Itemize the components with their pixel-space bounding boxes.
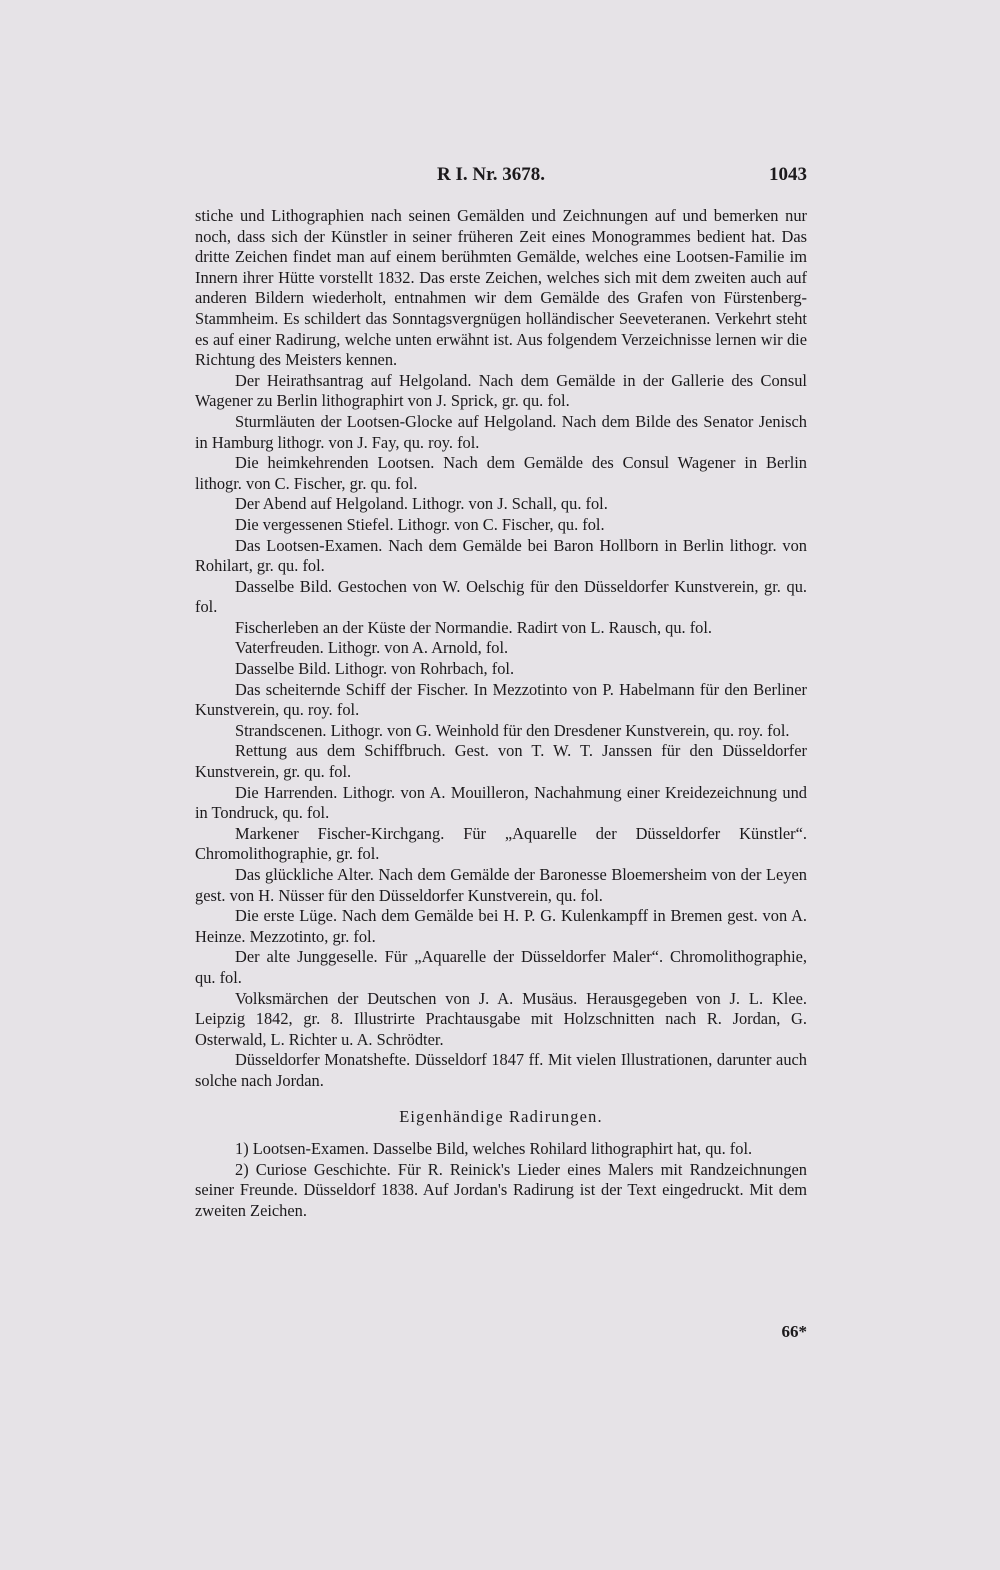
catalog-entry: Die heimkehrenden Lootsen. Nach dem Gemälde des Consul Wagener in Berlin lithogr. von C. Fischer, gr. qu. fol.	[195, 453, 807, 493]
catalog-entry: Das Lootsen-Examen. Nach dem Gemälde bei Baron Hollborn in Berlin lithogr. von Rohilart, gr. qu. fol.	[195, 535, 807, 576]
catalog-entry: Düsseldorfer Monatshefte. Düsseldorf 1847 ff. Mit vielen Illustrationen, darunter auch solche nach Jordan.	[195, 1050, 807, 1090]
signature-mark: 66*	[781, 1322, 807, 1341]
running-header	[195, 164, 807, 190]
catalog-entry: Dasselbe Bild. Gestochen von W. Oelschig für den Düsseldorfer Kunstverein, gr. qu. fol.	[195, 576, 807, 617]
page-body	[195, 206, 807, 1222]
catalog-entry: Strandscenen. Lithogr. von G. Weinhold für den Dresdener Kunstverein, qu. roy. fol.	[235, 720, 790, 740]
header-title: R I. Nr. 3678.	[436, 164, 546, 185]
catalog-entry: Markener Fischer-Kirchgang. Für „Aquarelle der Düsseldorfer Künstler“. Chromolithographie, gr. fol.	[195, 823, 807, 864]
page-number: 1043	[769, 164, 807, 185]
catalog-entry: Die Harrenden. Lithogr. von A. Mouilleron, Nachahmung einer Kreidezeichnung und in Tondruck, qu. fol.	[195, 782, 807, 823]
section-heading: Eigenhändige Radirungen.	[399, 1106, 603, 1126]
etching-entry: 2) Curiose Geschichte. Für R. Reinick's Lieder eines Malers mit Randzeichnungen seiner Freunde. Düsseldorf 1838. Auf Jordan's Radirung ist der Text eingedruckt. Mit dem zweiten Zeichen.	[195, 1159, 807, 1220]
catalog-entry: Volksmärchen der Deutschen von J. A. Musäus. Herausgegeben von J. L. Klee. Leipzig 1842, gr. 8. Illustrirte Prachtausgabe mit Holzschnitten nach R. Jordan, G. Osterwald, L. Richter u. A. Schrödter.	[195, 988, 807, 1049]
catalog-entry: Der Heirathsantrag auf Helgoland. Nach dem Gemälde in der Gallerie des Consul Wagener zu Berlin lithographirt von J. Sprick, gr. qu. fol.	[195, 370, 807, 411]
catalog-entry: Der Abend auf Helgoland. Lithogr. von J. Schall, qu. fol.	[235, 494, 608, 514]
catalog-entry: Sturmläuten der Lootsen-Glocke auf Helgoland. Nach dem Bilde des Senator Jenisch in Hamburg lithogr. von J. Fay, qu. roy. fol.	[195, 411, 807, 452]
catalog-entry: Rettung aus dem Schiffbruch. Gest. von T. W. T. Janssen für den Düsseldorfer Kunstverein, gr. qu. fol.	[195, 741, 807, 782]
catalog-entry: Das scheiternde Schiff der Fischer. In Mezzotinto von P. Habelmann für den Berliner Kunstverein, qu. roy. fol.	[195, 679, 807, 720]
catalog-entry: Vaterfreuden. Lithogr. von A. Arnold, fol.	[235, 638, 509, 658]
paragraph: stiche und Lithographien nach seinen Gemälden und Zeichnungen auf und bemerken nur noch, dass sich der Künstler in seiner früheren Zeit eines Monogrammes bedient hat. Das dritte Zeichen findet man auf einem berühmten Gemälde, welches eine Lootsen-Familie im Innern ihrer Hütte vorstellt 1832. Das erste Zeichen, welches sich mit dem zweiten auch auf anderen Bildern wiederholt, entnahmen wir dem Gemälde des Grafen von Fürstenberg-Stammheim. Es schildert das Sonntagsvergnügen holländischer Seeveteranen. Verkehrt steht es auf einer Radirung, welche unten erwähnt ist. Aus folgendem Verzeichnisse lernen wir die Richtung des Meisters kennen.	[195, 206, 807, 370]
catalog-entry: Dasselbe Bild. Lithogr. von Rohrbach, fol.	[235, 659, 515, 679]
catalog-entry: Der alte Junggeselle. Für „Aquarelle der Düsseldorfer Maler“. Chromolithographie, qu. fol.	[195, 947, 807, 987]
catalog-entry: Das glückliche Alter. Nach dem Gemälde der Baronesse Bloemersheim von der Leyen gest. von H. Nüsser für den Düsseldorfer Kunstverein, qu. fol.	[195, 865, 807, 905]
etching-entry: 1) Lootsen-Examen. Dasselbe Bild, welches Rohilard lithographirt hat, qu. fol.	[235, 1139, 753, 1159]
catalog-entry: Fischerleben an der Küste der Normandie. Radirt von L. Rausch, qu. fol.	[235, 617, 713, 637]
catalog-entry: Die vergessenen Stiefel. Lithogr. von C. Fischer, qu. fol.	[235, 514, 605, 534]
catalog-entry: Die erste Lüge. Nach dem Gemälde bei H. P. G. Kulenkampff in Bremen gest. von A. Heinze. Mezzotinto, gr. fol.	[195, 906, 807, 946]
